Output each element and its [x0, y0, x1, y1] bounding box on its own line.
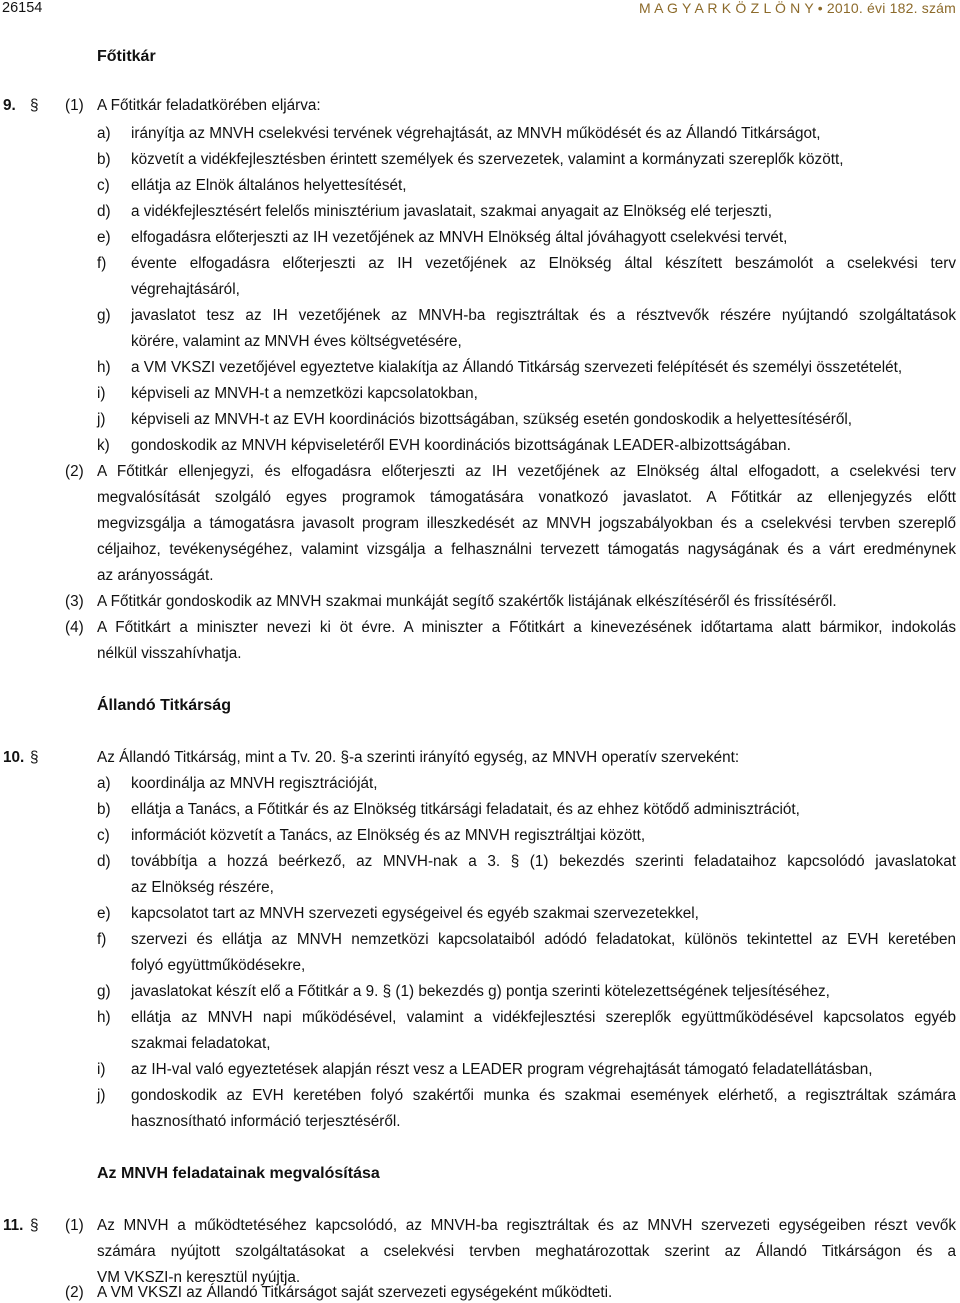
list-item-label: a) — [97, 125, 111, 142]
list-item-text: az IH-val való egyeztetések alapján részt vesz a LEADER program végrehajtását támogató feladatellátásban, — [131, 1061, 873, 1078]
list-item-label: c) — [97, 177, 110, 194]
list-item-label: f) — [97, 255, 107, 272]
section-number-9: 9. — [3, 97, 16, 114]
paragraph-label: (2) — [65, 463, 84, 480]
paragraph-text: VM VKSZI-n keresztül nyújtja. — [97, 1269, 301, 1286]
section-sign: § — [30, 1217, 39, 1234]
list-item-label: d) — [97, 853, 111, 870]
list-item-text: gondoskodik az MNVH képviseletéről EVH koordinációs bizottságának LEADER-albizottságában. — [131, 437, 791, 454]
paragraph-intro: A Főtitkár feladatkörében eljárva: — [97, 97, 321, 114]
section-number-11: 11. — [3, 1217, 24, 1234]
paragraph-text: nélkül visszahívhatja. — [97, 645, 242, 662]
list-item-label: f) — [97, 931, 107, 948]
paragraph-intro: Az Állandó Titkárság, mint a Tv. 20. §-a szerinti irányító egység, az MNVH operatív szerveként: — [97, 749, 740, 766]
list-item-text: hasznosítható információ terjesztéséről. — [131, 1113, 401, 1130]
list-item-label: k) — [97, 437, 110, 454]
section-sign: § — [30, 749, 39, 766]
paragraph-text: megvizsgálja a támogatásra javasolt program illeszkedését az MNVH jogszabályokban és a cselekvési tervben szereplő — [97, 515, 956, 532]
list-item-label: g) — [97, 307, 111, 324]
page-number: 26154 — [2, 0, 43, 16]
list-item-text: az Elnökség részére, — [131, 879, 274, 896]
list-item-label: h) — [97, 359, 111, 376]
section-heading-megvalositas: Az MNVH feladatainak megvalósítása — [97, 1165, 380, 1182]
list-item-label: i) — [97, 385, 106, 402]
paragraph-text: Az MNVH a működtetéséhez kapcsolódó, az MNVH-ba regisztráltak és az MNVH szervezeti egységeiben részt vevők — [97, 1217, 956, 1234]
section-sign: § — [30, 97, 39, 114]
paragraph-text: A Főtitkárt a miniszter nevezi ki öt évre. A miniszter a Főtitkárt a kinevezésének időtartama alatt bármikor, indokolás — [97, 619, 956, 636]
list-item-label: a) — [97, 775, 111, 792]
list-item-text: elfogadásra előterjeszti az IH vezetőjének az MNVH Elnökség által jóváhagyott cselekvési tervét, — [131, 229, 788, 246]
paragraph-text: A VM VKSZI az Állandó Titkárságot saját szervezeti egységeként működteti. — [97, 1284, 613, 1301]
list-item-text: ellátja az MNVH napi működésével, valamint a vidékfejlesztési szereplők együttműködésével kapcsolatos egyéb — [131, 1009, 956, 1026]
section-heading-titkarsag: Állandó Titkárság — [97, 697, 231, 714]
list-item-label: j) — [97, 411, 106, 428]
list-item-label: b) — [97, 151, 111, 168]
list-item-label: g) — [97, 983, 111, 1000]
paragraph-text: az arányosságát. — [97, 567, 214, 584]
section-heading-fotitkar: Főtitkár — [97, 48, 156, 65]
paragraph-label: (4) — [65, 619, 84, 636]
list-item-label: e) — [97, 905, 111, 922]
list-item-text: továbbítja a hozzá beérkező, az MNVH-nak a 3. § (1) bekezdés szerinti feladataihoz kapcsolódó javaslatokat — [131, 853, 956, 870]
list-item-label: d) — [97, 203, 111, 220]
list-item-label: b) — [97, 801, 111, 818]
list-item-text: szervezi és ellátja az MNVH nemzetközi kapcsolataiból adódó feladatokat, különös tekintettel az EVH keretében — [131, 931, 956, 948]
list-item-text: folyó együttműködésekre, — [131, 957, 306, 974]
section-number-10: 10. — [3, 749, 25, 766]
list-item-text: ellátja a Tanács, a Főtitkár és az Elnökség titkársági feladatait, és az ehhez kötődő adminisztrációt, — [131, 801, 800, 818]
list-item-text: a VM VKSZI vezetőjével egyeztetve kialakítja az Állandó Titkárság szervezeti felépítését és személyi összetételét, — [131, 359, 903, 376]
list-item-text: ellátja az Elnök általános helyettesítését, — [131, 177, 407, 194]
paragraph-text: céljaihoz, tevékenységéhez, valamint vizsgálja a felhasználni tervezett támogatás nagyságának és a várt eredménynek — [97, 541, 956, 558]
list-item-text: közvetít a vidékfejlesztésben érintett személyek és szervezetek, valamint a kormányzati szereplők között, — [131, 151, 844, 168]
list-item-text: irányítja az MNVH cselekvési tervének végrehajtását, az MNVH működését és az Állandó Titkárságot, — [131, 125, 821, 142]
paragraph-label: (3) — [65, 593, 84, 610]
list-item-text: szakmai feladatokat, — [131, 1035, 271, 1052]
paragraph-text: megvalósítását szolgáló egyes programok támogatására vonatkozó javaslatot. A Főtitkár az ellenjegyzés előtt — [97, 489, 956, 506]
list-item-text: javaslatot tesz az IH vezetőjének az MNVH-ba regisztráltak és a résztvevők részére nyújtandó szolgáltatások — [131, 307, 956, 324]
publication-header: M A G Y A R K Ö Z L Ö N Y • 2010. évi 182. szám — [638, 0, 956, 16]
list-item-text: kapcsolatot tart az MNVH szervezeti egységeivel és egyéb szakmai szervezetekkel, — [131, 905, 699, 922]
list-item-label: e) — [97, 229, 111, 246]
list-item-text: javaslatokat készít elő a Főtitkár a 9. § (1) bekezdés g) pontja szerinti kötelezettségének teljesítéséhez, — [131, 983, 830, 1000]
list-item-label: i) — [97, 1061, 106, 1078]
paragraph-label: (1) — [65, 1217, 84, 1234]
paragraph-text: A Főtitkár gondoskodik az MNVH szakmai munkáját segítő szakértők listájának elkészítéséről és frissítéséről. — [97, 593, 837, 610]
list-item-label: c) — [97, 827, 110, 844]
list-item-text: gondoskodik az EVH keretében folyó szakértői munka és szakmai események elérhető, a regisztráltak számára — [131, 1087, 956, 1104]
list-item-text: a vidékfejlesztésért felelős minisztérium javaslatait, szakmai anyagait az Elnökség elé terjeszti, — [131, 203, 773, 220]
list-item-text: évente elfogadásra előterjeszti az IH vezetőjének az Elnökség által készített beszámolót a cselekvési terv — [131, 255, 956, 272]
list-item-text: képviseli az MNVH-t a nemzetközi kapcsolatokban, — [131, 385, 478, 402]
list-item-text: képviseli az MNVH-t az EVH koordinációs bizottságában, szükség esetén gondoskodik a helyettesítéséről, — [131, 411, 853, 428]
list-item-text: koordinálja az MNVH regisztrációját, — [131, 775, 378, 792]
paragraph-label: (1) — [65, 97, 84, 114]
list-item-text: végrehajtásáról, — [131, 281, 240, 298]
paragraph-text: A Főtitkár ellenjegyzi, és elfogadásra előterjeszti az IH vezetőjének az Elnökség által elfogadott, a cselekvési terv — [97, 463, 956, 480]
paragraph-text: számára nyújtott szolgáltatásokat a cselekvési tervben meghatározottak szerint az Állandó Titkárságon és a — [97, 1243, 956, 1260]
list-item-text: körére, valamint az MNVH éves költségvetésére, — [131, 333, 462, 350]
list-item-label: j) — [97, 1087, 106, 1104]
paragraph-label: (2) — [65, 1284, 84, 1301]
list-item-text: információt közvetít a Tanács, az Elnökség és az MNVH regisztráltjai között, — [131, 827, 646, 844]
list-item-label: h) — [97, 1009, 111, 1026]
